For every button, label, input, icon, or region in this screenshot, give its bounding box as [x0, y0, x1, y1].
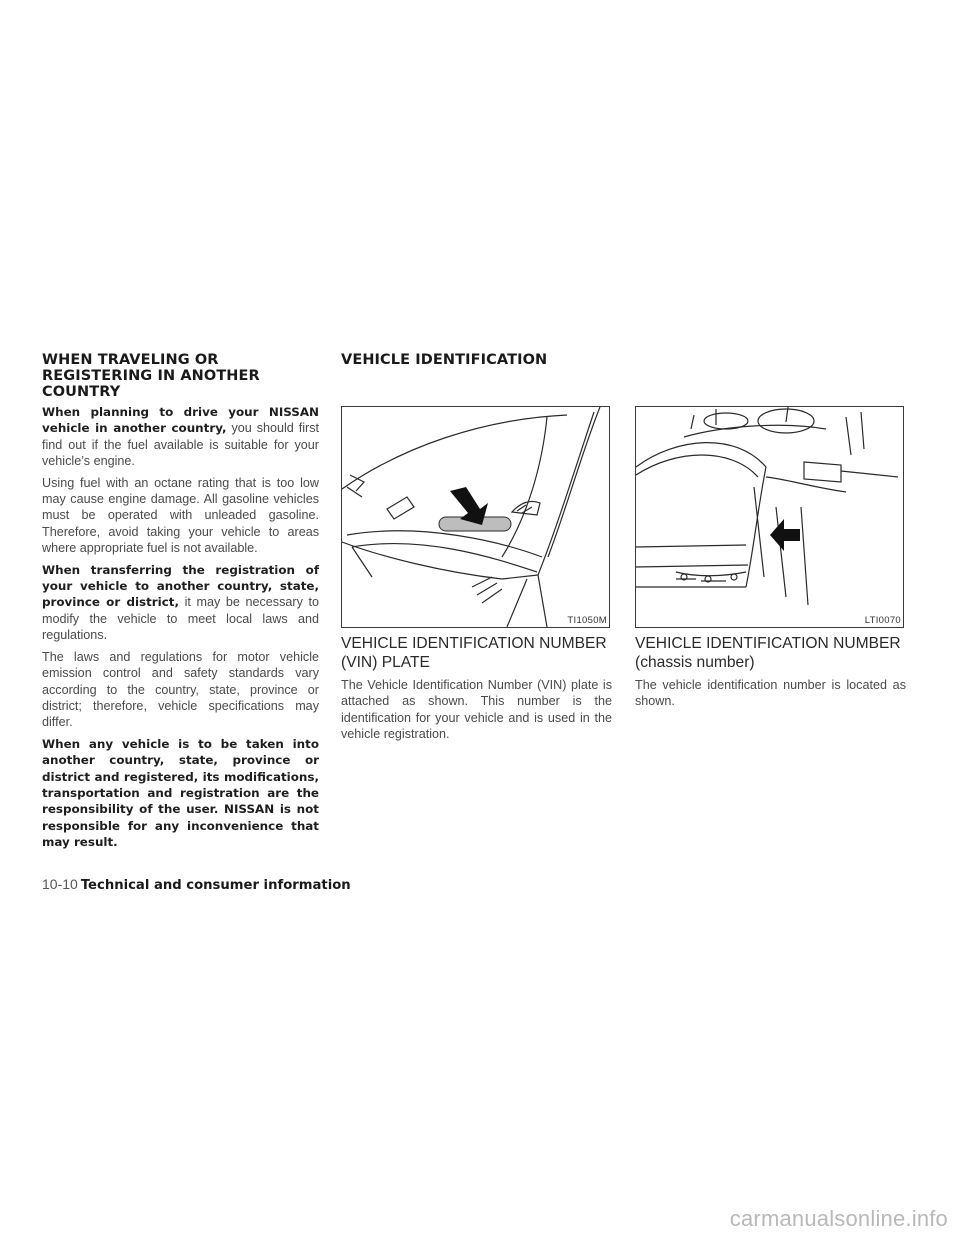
figure-code-vin: TI1050M	[567, 615, 607, 626]
paragraph-octane: Using fuel with an octane rating that is too low may cause engine damage. All gasoline vehicles must be operated with unleaded gasoline. Therefore, avoid taking your vehicle to areas where appropriate fuel is not available.	[42, 475, 319, 556]
chassis-number-figure	[635, 406, 904, 628]
paragraph-planning-lead: When planning to drive your NISSAN vehicle in another country,	[42, 405, 319, 436]
figure-code-chassis: LTI0070	[864, 615, 901, 626]
paragraph-planning	[42, 404, 319, 470]
page-number: 10-10	[42, 876, 78, 892]
page-footer	[42, 876, 351, 894]
vin-plate-figure	[341, 406, 610, 628]
vin-plate-description: The Vehicle Identification Number (VIN) plate is attached as shown. This number is the identification for your vehicle and is used in the vehicle registration.	[341, 678, 612, 742]
paragraph-transferring	[42, 562, 319, 644]
footer-chapter-title: Technical and consumer information	[80, 878, 351, 893]
paragraph-transferring-text: it may be necessary to modify the vehicle to meet local laws and regulations.	[42, 595, 319, 643]
paragraph-transferring-lead: When transferring the registration of your vehicle to another country, state, province or district,	[42, 562, 319, 610]
chassis-arrow-icon	[770, 519, 800, 551]
section-title-vehicle-identification: VEHICLE IDENTIFICATION	[341, 352, 548, 368]
paragraph-responsibility: When any vehicle is to be taken into another country, state, province or district and registered, its modifications, transportation and registration are the responsibility of the user. NISSAN is not responsible for any inconvenience that may result.	[42, 736, 319, 850]
chassis-number-illustration	[636, 407, 903, 627]
chassis-number-heading: VEHICLE IDENTIFICATION NUMBER (chassis number)	[635, 635, 901, 671]
section-title-traveling: WHEN TRAVELING OR REGISTERING IN ANOTHER COUNTRY	[42, 352, 260, 400]
left-column	[42, 404, 319, 851]
paragraph-laws: The laws and regulations for motor vehicle emission control and safety standards vary according to the country, state, province or district; therefore, vehicle specifications may differ.	[42, 649, 319, 730]
chassis-number-description: The vehicle identification number is located as shown.	[635, 678, 906, 709]
paragraph-planning-text: you should first find out if the fuel available is suitable for your vehicle’s engine.	[42, 421, 320, 469]
watermark: carmanualsonline.info	[729, 1206, 948, 1231]
vin-plate-heading: VEHICLE IDENTIFICATION NUMBER (VIN) PLATE	[341, 635, 607, 671]
vin-plate-illustration	[342, 407, 609, 627]
